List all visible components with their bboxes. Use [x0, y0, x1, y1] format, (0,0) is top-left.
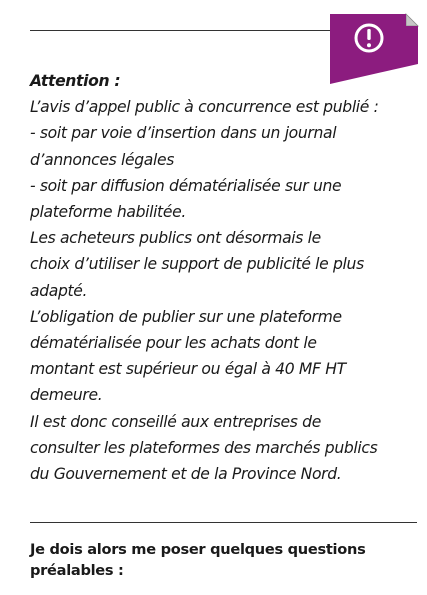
- top-divider: [30, 30, 330, 31]
- questions-line: préalables :: [30, 562, 124, 579]
- bottom-divider: [30, 522, 417, 523]
- notice-title: Attention :: [30, 72, 121, 90]
- notice-line: Les acheteurs publics ont désormais le: [30, 229, 321, 248]
- notice-line: L’avis d’appel public à concurrence est publié :: [30, 98, 379, 117]
- notice-line: Il est donc conseillé aux entreprises de: [30, 412, 321, 431]
- notice-line: demeure.: [30, 386, 103, 405]
- notice-line: d’annonces légales: [30, 150, 174, 169]
- notice-line: adapté.: [30, 281, 88, 300]
- notice-line: consulter les plateformes des marchés publics: [30, 438, 378, 457]
- notice-line: montant est supérieur ou égal à 40 MF HT: [30, 360, 346, 379]
- notice-line: L’obligation de publier sur une plateforme: [30, 307, 342, 326]
- notice-line: - soit par voie d’insertion dans un journal: [30, 124, 337, 143]
- attention-notice: [30, 68, 425, 487]
- notice-line: plateforme habilitée.: [30, 203, 186, 222]
- notice-line: choix d’utiliser le support de publicité le plus: [30, 255, 364, 274]
- notice-line: dématérialisée pour les achats dont le: [30, 334, 317, 353]
- questions-line: Je dois alors me poser quelques questions: [30, 541, 366, 558]
- questions-heading: [30, 539, 410, 581]
- notice-line: - soit par diffusion dématérialisée sur une: [30, 176, 342, 195]
- notice-line: du Gouvernement et de la Province Nord.: [30, 465, 342, 484]
